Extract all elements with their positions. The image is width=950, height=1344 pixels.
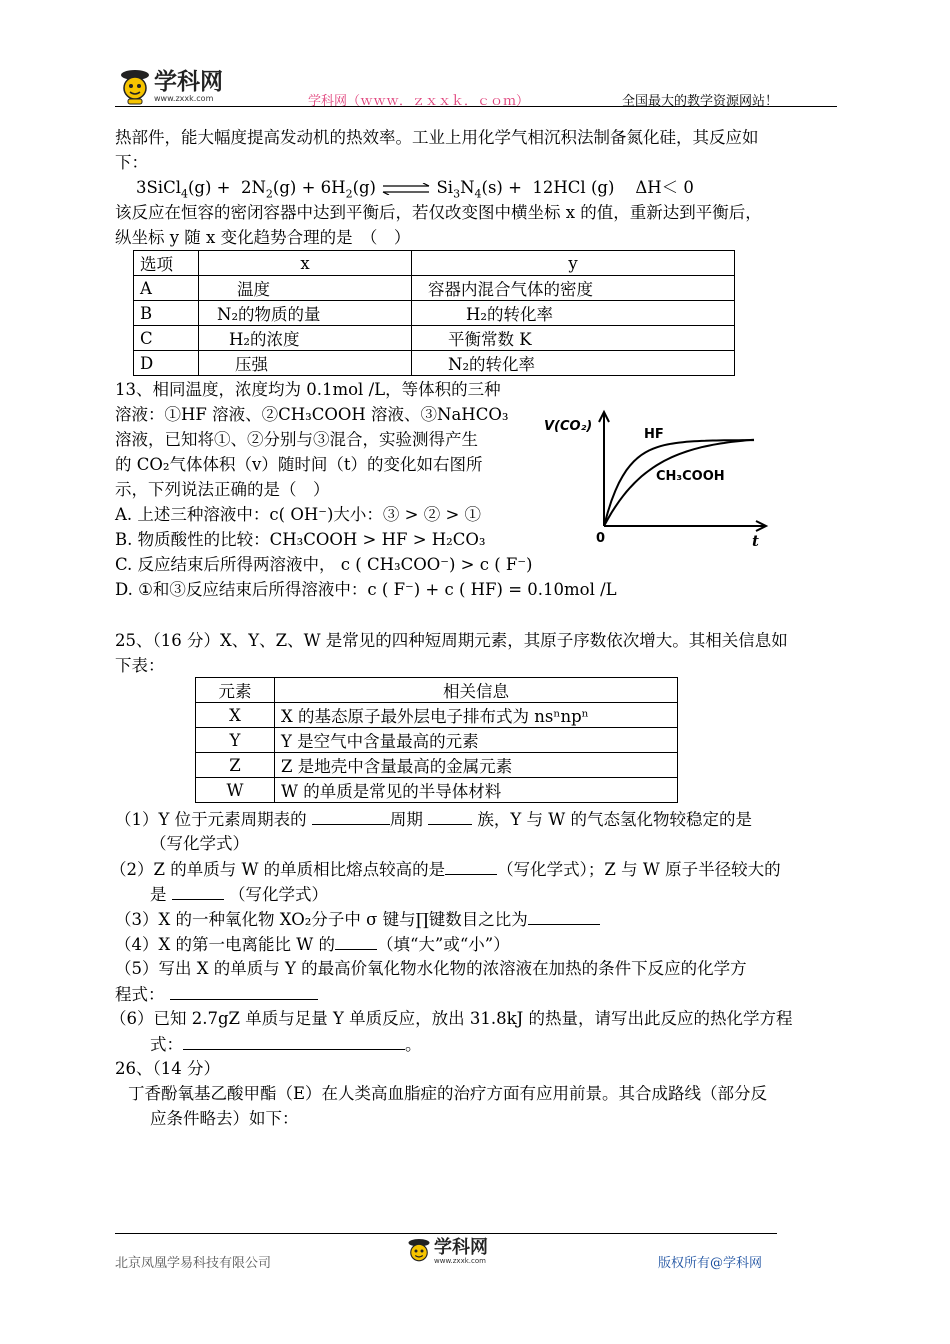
q25-p5a: （5）写出 X 的单质与 Y 的最高价氧化物水化物的浓溶液在加热的条件下反应的化学方 [115, 959, 747, 978]
q25-p2a: （2）Z 的单质与 W 的单质相比熔点较高的是 [110, 860, 446, 879]
q25-part-4 [115, 933, 510, 956]
table-row [134, 326, 735, 351]
header-rule [115, 106, 837, 107]
q25-p6b: 式： [150, 1035, 183, 1054]
q13-line-1: 13、相同温度，浓度均为 0.1mol /L，等体积的三种 [115, 380, 501, 399]
header-logo [118, 66, 223, 106]
table-cell: N₂的物质的量 [199, 301, 412, 326]
table-row [134, 351, 735, 376]
q13-option-c: C. 反应结束后所得两溶液中， c ( CH₃COO⁻) > c ( F⁻) [115, 555, 533, 574]
table-cell: Y 是空气中含量最高的元素 [275, 728, 678, 753]
blank-larger-radius[interactable] [172, 883, 224, 900]
table-cell: X 的基态原子最外层电子排布式为 nsⁿnpⁿ [275, 703, 678, 728]
q13-option-d: D. ①和③反应结束后所得溶液中：c ( F⁻) + c ( HF) = 0.10mol /L [115, 580, 617, 599]
footer-rule [115, 1233, 777, 1234]
blank-equation-5[interactable] [170, 983, 318, 1000]
table-cell: W [196, 778, 275, 803]
header-logo-url: www.zxxk.com [154, 93, 214, 103]
table-cell: H₂的浓度 [199, 326, 412, 351]
table-cell: Y [196, 728, 275, 753]
table-header-row [134, 251, 735, 276]
table-cell: 容器内混合气体的密度 [412, 276, 735, 301]
q13-line-2: 溶液：①HF 溶液、②CH₃COOH 溶液、③NaHCO₃ [115, 405, 509, 424]
table-row [196, 753, 678, 778]
logo-mascot-icon [118, 66, 152, 106]
table-cell: Z 是地壳中含量最高的金属元素 [275, 753, 678, 778]
q13-line-5: 示，下列说法正确的是（ ） [115, 480, 330, 499]
q25-p1c: 族，Y 与 W 的气态氢化物较稳定的是 [477, 810, 752, 829]
table-row [196, 728, 678, 753]
blank-higher-melting[interactable] [445, 858, 497, 875]
table-header-cell: 元素 [196, 678, 275, 703]
q25-line-1: 25、（16 分）X、Y、Z、W 是常见的四种短周期元素，其原子序数依次增大。其相关信息如 [115, 631, 788, 650]
intro-line-3: 该反应在恒容的密闭容器中达到平衡后，若仅改变图中横坐标 x 的值，重新达到平衡后， [115, 203, 762, 222]
x-axis-label: t [752, 532, 759, 550]
equilibrium-arrow-icon [381, 183, 431, 195]
intro-line-4: 纵坐标 y 随 x 变化趋势合理的是 （ ） [115, 228, 411, 247]
q26-line-1: 26、（14 分） [115, 1059, 220, 1078]
table-header-row [196, 678, 678, 703]
origin-label: 0 [596, 531, 606, 546]
footer-logo-text: 学科网 [434, 1236, 488, 1258]
table-cell: A [134, 276, 199, 301]
footer-logo-url: www.zxxk.com [434, 1256, 486, 1265]
header-slogan: 全国最大的教学资源网站！ [622, 94, 779, 109]
q25-part-2b [150, 883, 328, 906]
table-cell: B [134, 301, 199, 326]
q25-p1b: 周期 [389, 810, 423, 829]
q26-line-3: 应条件略去）如下： [150, 1109, 299, 1128]
q25-p5b: 程式： [115, 985, 165, 1004]
footer-logo [406, 1236, 488, 1266]
table-header-cell: 选项 [134, 251, 199, 276]
footer-copyright: 版权所有@学科网 [658, 1256, 763, 1271]
logo-mascot-icon [406, 1236, 432, 1266]
q25-p3: （3）X 的一种氧化物 XO₂分子中 σ 键与∏键数目之比为 [115, 910, 528, 929]
q25-p4b: （填“大”或“小”） [376, 935, 510, 954]
intro-line-2: 下： [115, 153, 148, 172]
q25-part-3 [115, 908, 600, 931]
table-cell: D [134, 351, 199, 376]
blank-equation-6[interactable] [183, 1033, 405, 1050]
delta-h: ΔH＜ 0 [635, 178, 694, 197]
q25-p1a: （1）Y 位于元素周期表的 [115, 810, 307, 829]
table-cell: N₂的转化率 [412, 351, 735, 376]
q25-line-2: 下表： [115, 656, 165, 675]
table-cell: H₂的转化率 [412, 301, 735, 326]
table-header-cell: x [199, 251, 412, 276]
q13-option-a: A. 上述三种溶液中：c( OH⁻)大小：③ > ② > ① [115, 505, 482, 524]
table-cell: 压强 [199, 351, 412, 376]
intro-line-1: 热部件，能大幅度提高发动机的热效率。工业上用化学气相沉积法制备氮化硅，其反应如 [115, 128, 759, 147]
q13-line-4: 的 CO₂气体体积（v）随时间（t）的变化如右图所 [115, 455, 483, 474]
header-logo-text: 学科网 [154, 68, 223, 95]
series-label-hf: HF [644, 427, 664, 442]
table-cell: W 的单质是常见的半导体材料 [275, 778, 678, 803]
q25-p6end: 。 [405, 1035, 422, 1054]
elements-table [195, 677, 678, 803]
table-header-cell: 相关信息 [275, 678, 678, 703]
q26-line-2: 丁香酚氧基乙酸甲酯（E）在人类高血脂症的治疗方面有应用前景。其合成路线（部分反 [128, 1084, 768, 1103]
table-cell: 平衡常数 K [412, 326, 735, 351]
co2-volume-chart [540, 400, 780, 550]
footer-company: 北京凤凰学易科技有限公司 [115, 1256, 272, 1271]
table-row [134, 276, 735, 301]
reaction-equation: 3SiCl$_4$(g) + $2N_2(g) + 6H_2(g) Si_3N_4(s) + 12HCl$ (g) ΔH＜ 0 [136, 178, 694, 201]
q25-part-2 [110, 858, 781, 881]
blank-bond-ratio[interactable] [528, 908, 600, 925]
q25-p2b: （写化学式）；Z 与 W 原子半径较大的 [497, 860, 781, 879]
table-header-cell: y [412, 251, 735, 276]
q25-p2c: 是 [150, 885, 167, 904]
blank-ionization[interactable] [335, 933, 377, 950]
table-cell: X [196, 703, 275, 728]
q13-option-b: B. 物质酸性的比较：CH₃COOH > HF > H₂CO₃ [115, 530, 486, 549]
table-row [134, 301, 735, 326]
blank-period[interactable] [312, 808, 390, 825]
q25-part-1 [115, 808, 752, 831]
q25-p6a: （6）已知 2.7gZ 单质与足量 Y 单质反应，放出 31.8kJ 的热量，请写出此反应的热化学方程 [110, 1009, 793, 1028]
q25-p2d: （写化学式） [229, 885, 328, 904]
table-row [196, 778, 678, 803]
table-cell: 温度 [199, 276, 412, 301]
table-row [196, 703, 678, 728]
options-table [133, 250, 735, 376]
q25-part-5b [115, 983, 318, 1006]
y-axis-label: V(CO₂) [544, 419, 593, 434]
blank-group[interactable] [428, 808, 472, 825]
table-cell: Z [196, 753, 275, 778]
table-cell: C [134, 326, 199, 351]
q13-line-3: 溶液，已知将①、②分别与③混合，实验测得产生 [115, 430, 478, 449]
q25-p1d: （写化学式） [150, 834, 249, 853]
header-site-link[interactable]: 学科网（ｗｗｗ．ｚｘｘｋ．ｃｏｍ） [308, 94, 530, 109]
q25-p4a: （4）X 的第一电离能比 W 的 [115, 935, 335, 954]
series-label-ch3cooh: CH₃COOH [656, 469, 725, 484]
q25-part-6b [150, 1033, 422, 1056]
